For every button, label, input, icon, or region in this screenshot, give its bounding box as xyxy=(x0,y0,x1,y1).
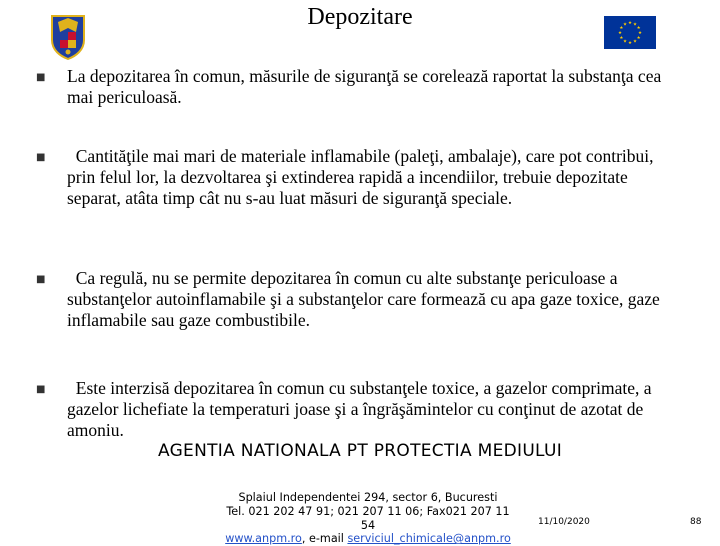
eu-star-icon: ★ xyxy=(617,30,623,35)
slide-title: Depozitare xyxy=(307,4,413,30)
email-link[interactable]: serviciul_chimicale@anpm.ro xyxy=(347,532,511,546)
eu-flag-icon xyxy=(604,16,656,49)
eu-star-icon: ★ xyxy=(627,20,633,25)
romania-coat-of-arms-icon xyxy=(48,12,88,60)
email-prefix: , e-mail xyxy=(301,532,348,546)
eu-star-icon: ★ xyxy=(637,30,643,35)
eu-star-icon: ★ xyxy=(622,38,628,44)
square-bullet-icon: ■ xyxy=(36,384,46,395)
footer-contact xyxy=(218,491,518,546)
eu-star-icon: ★ xyxy=(632,21,638,27)
bullet-text: Cantităţile mai mari de materiale inflamabile (paleţi, ambalaje), care pot contribui, prin felul lor, la dezvoltarea şi extinderea rapidă a incendiilor, trebuie depozitate separat, atâta timp cât nu s-au luat măsuri de siguranţă speciale. xyxy=(67,146,658,208)
square-bullet-icon: ■ xyxy=(36,72,46,83)
eu-star-icon: ★ xyxy=(636,25,641,30)
square-bullet-icon: ■ xyxy=(36,152,46,163)
eu-star-icon: ★ xyxy=(619,35,624,40)
bullet-text: Este interzisă depozitarea în comun cu substanţele toxice, a gazelor comprimate, a gazelor lichefiate la temperaturi joase şi a îngrăşămintelor cu conţinut de azotat de amoniu. xyxy=(67,378,656,440)
bullet-text: Ca regulă, nu se permite depozitarea în comun cu alte substanţe periculoase a substanţelor autoinflamabile şi a substanţelor care formează cu apa gaze toxice, gaze inflamabile sau gaze combustibile. xyxy=(67,268,665,330)
bullet-text: La depozitarea în comun, măsurile de siguranţă se corelează raportat la substanţa cea mai periculoasă. xyxy=(67,66,662,107)
footer-phone-line: Tel. 021 202 47 91; 021 207 11 06; Fax021 207 11 54 xyxy=(226,504,510,532)
page-number: 88 xyxy=(690,517,702,527)
footer-agency-name: AGENTIA NATIONALA PT PROTECTIA MEDIULUI xyxy=(157,441,563,461)
eu-star-icon: ★ xyxy=(636,35,641,40)
footer-links-line xyxy=(218,532,518,546)
square-bullet-icon: ■ xyxy=(36,274,46,285)
footer-address-line: Splaiul Independentei 294, sector 6, Bucuresti xyxy=(238,491,498,504)
footer-date: 11/10/2020 xyxy=(538,517,590,527)
eu-star-icon: ★ xyxy=(632,38,638,44)
website-link[interactable]: www.anpm.ro xyxy=(225,532,302,546)
eu-star-icon: ★ xyxy=(619,25,624,30)
eu-star-icon: ★ xyxy=(627,40,633,45)
eu-star-icon: ★ xyxy=(622,21,628,27)
